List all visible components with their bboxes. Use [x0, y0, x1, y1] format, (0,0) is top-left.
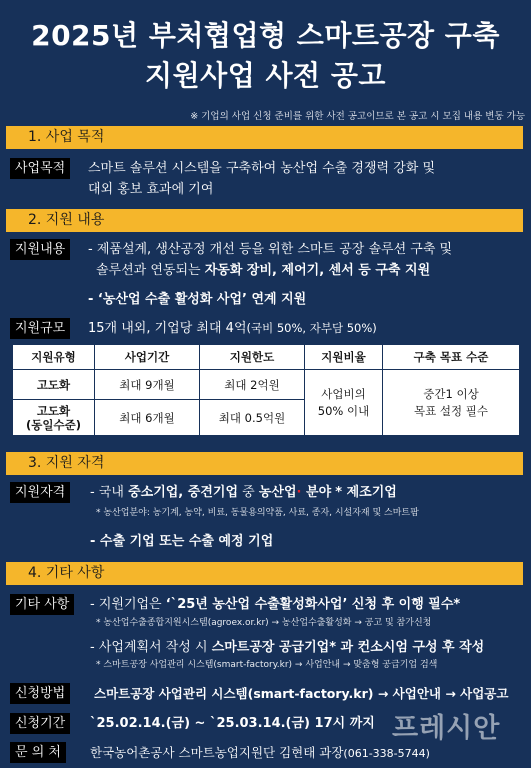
support-tag: 지원내용	[10, 239, 70, 260]
section-etc-header: 4. 기타 사항	[6, 562, 523, 585]
ratio-cell	[305, 370, 383, 436]
support-line-2-bold: 자동화 장비, 제어기, 센서 등 구축 지원	[204, 263, 431, 278]
contact-tag: 문 의 처	[10, 742, 66, 763]
eligibility-tag: 지원자격	[10, 482, 70, 503]
scale-main: 15개 내외, 기업당 최대 4억	[88, 321, 247, 336]
goal-cell	[383, 370, 520, 436]
table-row	[13, 370, 520, 400]
eligibility-line-2: - 수출 기업 또는 수출 예정 기업	[90, 534, 274, 549]
goal-line-1: 중간1 이상	[423, 386, 479, 401]
section-purpose-header: 1. 사업 목적	[6, 126, 523, 149]
support-table	[12, 344, 520, 436]
scale-text	[88, 318, 377, 339]
eligibility-line-1	[90, 482, 397, 503]
notice-text: ※ 기업의 사업 신청 준비를 위한 사전 공고이므로 본 공고 시 모집 내용 변동 가능	[190, 111, 525, 122]
etc-2b: 스마트공장 공급기업* 과 컨소시엄 구성 후 작성	[211, 640, 485, 655]
etc-2a: - 사업계획서 작성 시	[90, 640, 212, 655]
contact-text	[90, 742, 430, 764]
row2-type	[13, 400, 95, 436]
row1-type: 고도화	[13, 370, 95, 400]
etc-note-1: * 농산업수출종합지원시스템(agroex.or.kr) → 농산업수출활성화 → 공고 및 참가신청	[96, 618, 432, 628]
apply-tag: 신청방법	[10, 683, 70, 704]
table-header-limit: 지원한도	[200, 345, 305, 370]
title-line-2: 지원사업 사전 공고	[145, 59, 386, 92]
purpose-line-1: 스마트 솔루션 시스템을 구축하여 농산업 수출 경쟁력 강화 및	[88, 161, 436, 176]
purpose-tag: 사업목적	[10, 158, 70, 179]
period-tag: 신청기간	[10, 713, 70, 734]
section-support-header: 2. 지원 내용	[6, 209, 523, 232]
red-dot-icon: ·	[296, 485, 302, 500]
etc-tag: 기타 사항	[10, 594, 74, 615]
row2-type-line-2: (동일수준)	[26, 417, 81, 432]
support-line-3: - ‘농산업 수출 활성화 사업’ 연계 지원	[88, 292, 307, 307]
contact-main: 한국농어촌공사 스마트농업지원단 김현태 과장	[90, 745, 344, 760]
etc-note-2: * 스마트공장 사업관리 시스템(smart-factory.kr) → 사업안내 → 맞춤형 공급기업 검색	[96, 660, 438, 670]
watermark-logo: 프레시안	[392, 713, 501, 744]
period-text: `25.02.14.(금) ~ `25.03.14.(금) 17시 까지	[90, 716, 375, 731]
table-header-ratio: 지원비율	[305, 345, 383, 370]
row2-type-line-1: 고도화	[36, 403, 71, 418]
etc-line-1	[90, 594, 460, 615]
apply-text: 스마트공장 사업관리 시스템(smart-factory.kr) → 사업안내 → 사업공고	[94, 686, 509, 701]
row1-limit: 최대 2억원	[200, 370, 305, 400]
etc-line-2	[90, 637, 484, 658]
etc-1b: ‘`25년 농산업 수출활성화사업’ 신청 후 이행 필수*	[165, 597, 461, 612]
table-header-goal: 구축 목표 수준	[383, 345, 520, 370]
eligibility-1e: 분야	[301, 485, 332, 500]
section-eligibility-header: 3. 지원 자격	[6, 452, 523, 475]
eligibility-note: * 농산업분야: 농기계, 농약, 비료, 동물용의약품, 사료, 종자, 시설자재 및 스마트팜	[96, 508, 419, 518]
purpose-line-2: 대외 홍보 효과에 기여	[88, 182, 214, 197]
scale-tag: 지원규모	[10, 318, 70, 339]
table-header-row	[13, 345, 520, 370]
ratio-line-1: 사업비의	[321, 386, 366, 401]
support-line-2	[96, 260, 430, 281]
row1-period: 최대 9개월	[95, 370, 200, 400]
row2-limit: 최대 0.5억원	[200, 400, 305, 436]
eligibility-1b: 중소기업, 중견기업	[128, 485, 239, 500]
scale-paren: (국비 50%, 자부담 50%)	[246, 321, 377, 335]
ratio-line-2: 50% 이내	[317, 403, 370, 418]
support-line-1: - 제품설계, 생산공정 개선 등을 위한 스마트 공장 솔루션 구축 및	[88, 242, 453, 257]
table-header-type: 지원유형	[13, 345, 95, 370]
contact-phone: (061-338-5744)	[343, 747, 430, 760]
goal-line-2: 목표 설정 필수	[414, 403, 488, 418]
support-line-2-plain: 솔루션과 연동되는	[96, 263, 205, 278]
row2-period: 최대 6개월	[95, 400, 200, 436]
table-header-period: 사업기간	[95, 345, 200, 370]
etc-1a: - 지원기업은	[90, 597, 166, 612]
title-line-1: 2025년 부처협업형 스마트공장 구축	[31, 19, 500, 52]
eligibility-1a: - 국내	[90, 485, 129, 500]
eligibility-1d: 농산업	[258, 485, 297, 500]
eligibility-1f: * 제조기업	[335, 485, 397, 500]
eligibility-1c: 중	[238, 485, 259, 500]
